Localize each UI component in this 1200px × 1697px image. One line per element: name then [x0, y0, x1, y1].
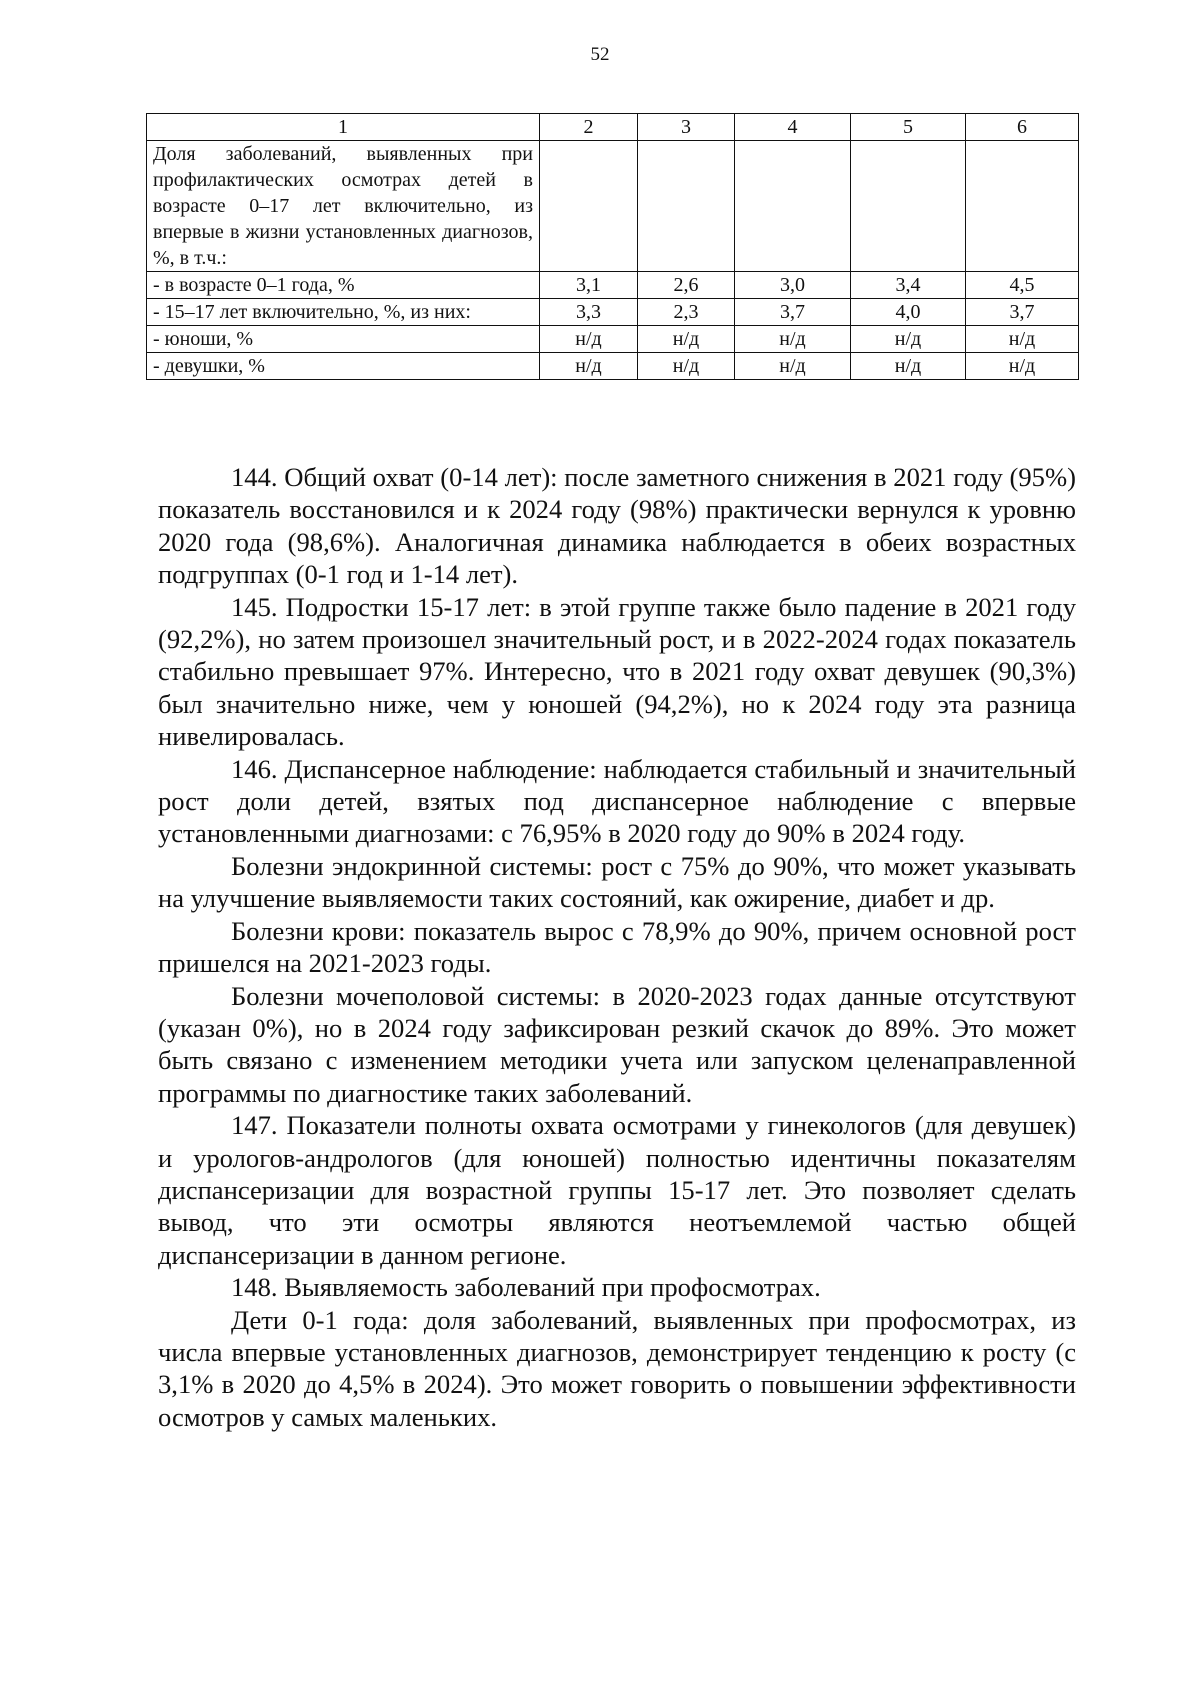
table-header-row: [147, 114, 1079, 141]
table-cell: 3,7: [966, 299, 1079, 326]
paragraph: 144. Общий охват (0-14 лет): после заметного снижения в 2021 году (95%) показатель восстановился и к 2024 году (98%) практически вернулся к уровню 2020 года (98,6%). Аналогичная динамика наблюдается в обеих возрастных подгруппах (0-1 год и 1-14 лет).: [158, 462, 1076, 590]
table-cell: 2,6: [638, 272, 735, 299]
paragraph: Болезни эндокринной системы: рост с 75% до 90%, что может указывать на улучшение выявляемости таких состояний, как ожирение, диабет и др.: [158, 850, 1076, 914]
paragraph: 146. Диспансерное наблюдение: наблюдается стабильный и значительный рост доли детей, взятых под диспансерное наблюдение с впервые установленными диагнозами: с 76,95% в 2020 году до 90% в 2024 году.: [158, 753, 1076, 849]
table-header-cell: 3: [638, 114, 735, 141]
table-cell: 2,3: [638, 299, 735, 326]
table-cell: [638, 141, 735, 272]
table-cell: н/д: [851, 353, 966, 380]
table-row: [147, 299, 1079, 326]
table-cell: 3,0: [735, 272, 851, 299]
table-cell: н/д: [966, 326, 1079, 353]
paragraph: Болезни крови: показатель вырос с 78,9% до 90%, причем основной рост пришелся на 2021-2023 годы.: [158, 915, 1076, 979]
table-cell: н/д: [638, 353, 735, 380]
paragraph: 145. Подростки 15-17 лет: в этой группе также было падение в 2021 году (92,2%), но затем произошел значительный рост, и в 2022-2024 годах показатель стабильно превышает 97%. Интересно, что в 2021 году охват девушек (90,3%) был значительно ниже, чем у юношей (94,2%), но к 2024 году эта разница нивелировалась.: [158, 591, 1076, 752]
row-label: Доля заболеваний, выявленных при профилактических осмотрах детей в возрасте 0–17 лет включительно, из впервые в жизни установленных диагнозов, %, в т.ч.:: [147, 141, 540, 272]
row-label: - девушки, %: [147, 353, 540, 380]
table-cell: 4,5: [966, 272, 1079, 299]
row-label: - юноши, %: [147, 326, 540, 353]
table-cell: н/д: [735, 353, 851, 380]
paragraph: Дети 0-1 года: доля заболеваний, выявленных при профосмотрах, из числа впервые установленных диагнозов, демонстрирует тенденцию к росту (с 3,1% в 2020 до 4,5% в 2024). Это может говорить о повышении эффективности осмотров у самых маленьких.: [158, 1304, 1076, 1432]
row-label: - 15–17 лет включительно, %, из них:: [147, 299, 540, 326]
table-cell: [540, 141, 638, 272]
table-cell: 3,1: [540, 272, 638, 299]
table-cell: 4,0: [851, 299, 966, 326]
table-header-cell: 2: [540, 114, 638, 141]
table-header-cell: 1: [147, 114, 540, 141]
paragraph: 148. Выявляемость заболеваний при профосмотрах.: [231, 1272, 821, 1303]
body-text: [158, 461, 1076, 1433]
table-cell: н/д: [966, 353, 1079, 380]
table-cell: 3,4: [851, 272, 966, 299]
table-row: [147, 141, 1079, 272]
table-cell: н/д: [540, 353, 638, 380]
table-row: [147, 353, 1079, 380]
table-cell: н/д: [540, 326, 638, 353]
table-row: [147, 272, 1079, 299]
table-cell: [851, 141, 966, 272]
table-cell: н/д: [735, 326, 851, 353]
table-row: [147, 326, 1079, 353]
table-cell: 3,3: [540, 299, 638, 326]
table-cell: [735, 141, 851, 272]
table-header-cell: 5: [851, 114, 966, 141]
table-header-cell: 6: [966, 114, 1079, 141]
paragraph: 147. Показатели полноты охвата осмотрами у гинекологов (для девушек) и урологов-андрологов (для юношей) полностью идентичны показателям диспансеризации для возрастной группы 15-17 лет. Это позволяет сделать вывод, что эти осмотры являются неотъемлемой частью общей диспансеризации в данном регионе.: [158, 1110, 1076, 1270]
data-table: [146, 113, 1079, 380]
table-cell: н/д: [638, 326, 735, 353]
table-header-cell: 4: [735, 114, 851, 141]
table-cell: [966, 141, 1079, 272]
paragraph: Болезни мочеполовой системы: в 2020-2023 годах данные отсутствуют (указан 0%), но в 2024 году зафиксирован резкий скачок до 89%. Это может быть связано с изменением методики учета или запуском целенаправленной программы по диагностике таких заболеваний.: [158, 980, 1076, 1108]
table-cell: 3,7: [735, 299, 851, 326]
row-label: - в возрасте 0–1 года, %: [147, 272, 540, 299]
table-cell: н/д: [851, 326, 966, 353]
page-number: 52: [590, 44, 610, 65]
